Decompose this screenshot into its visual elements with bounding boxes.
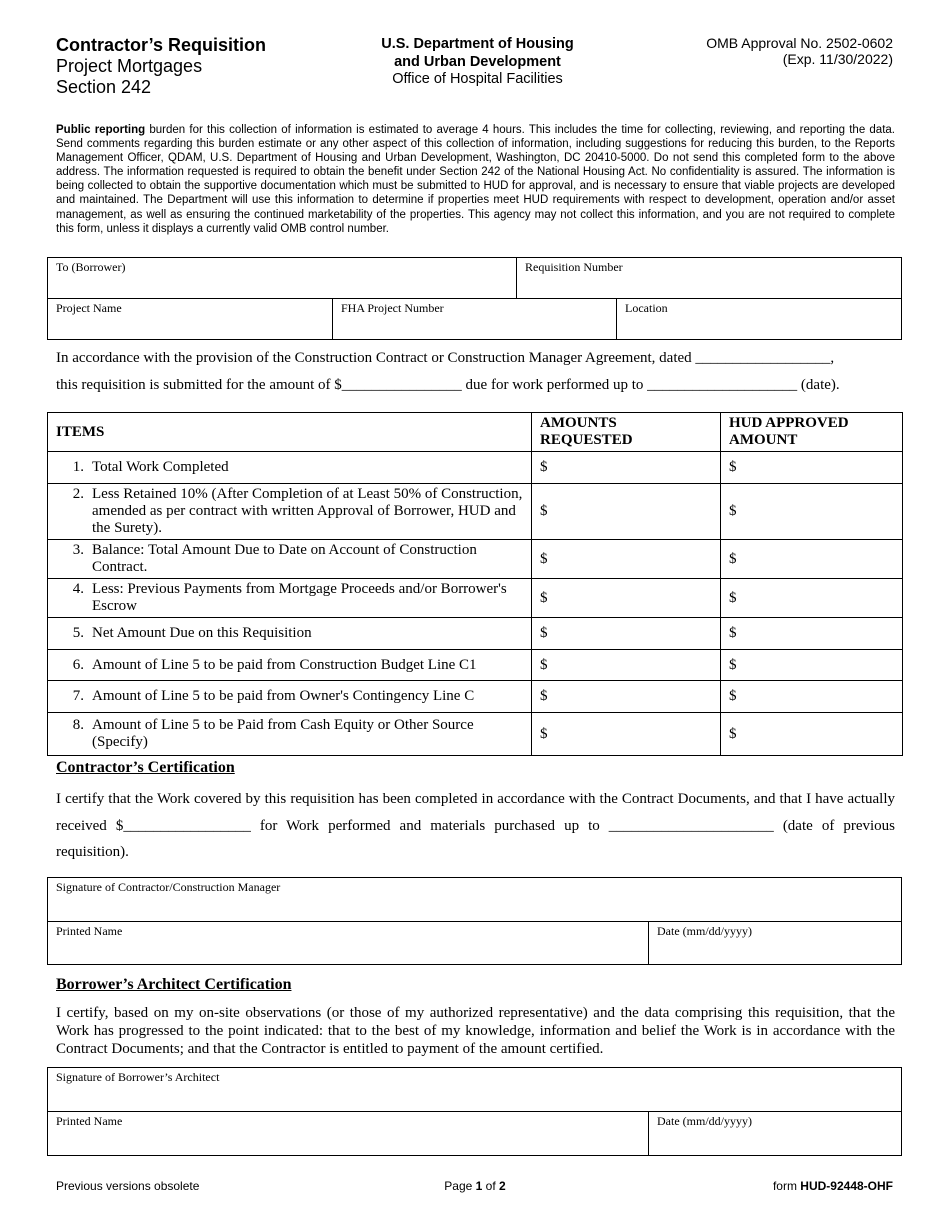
form-subtitle: Project Mortgages (56, 56, 203, 76)
item-text: Net Amount Due on this Requisition (92, 625, 312, 641)
currency-sign: $ (540, 503, 548, 519)
currency-sign: $ (540, 550, 548, 567)
item-cell (48, 713, 532, 756)
item-cell (48, 618, 532, 650)
form-section: Section 242 (56, 77, 152, 97)
item-number: 2. (72, 486, 84, 502)
item-cell (48, 579, 532, 618)
page-current: 1 (475, 1179, 483, 1193)
item-cell (48, 681, 532, 713)
architect-printed-name-field[interactable] (47, 1111, 649, 1156)
form-number: HUD-92448-OHF (800, 1179, 893, 1193)
footer-obsolete-note: Previous versions obsolete (56, 1179, 200, 1193)
location-field[interactable] (616, 298, 902, 340)
fha-project-number-field[interactable] (332, 298, 617, 340)
hud-approved-header: HUD APPROVED AMOUNT (721, 413, 903, 452)
hud-approved-cell[interactable] (721, 579, 903, 618)
omb-expiration: (Exp. 11/30/2022) (782, 51, 893, 67)
table-row (48, 713, 903, 756)
currency-sign: $ (540, 688, 548, 704)
amount-requested-cell[interactable] (532, 579, 721, 618)
currency-sign: $ (540, 589, 548, 606)
amount-requested-cell[interactable] (532, 713, 721, 756)
currency-sign: $ (729, 459, 737, 475)
architect-date-field[interactable] (648, 1111, 902, 1156)
table-row (48, 681, 903, 713)
page-total: 2 (499, 1179, 506, 1193)
intro-line-2: this requisition is submitted for the amount of $________________ due for work performed up to ____________________ (date). (56, 377, 840, 393)
omb-block (706, 35, 893, 67)
contractor-certification-heading: Contractor’s Certification (56, 759, 235, 776)
currency-sign: $ (540, 656, 548, 673)
to-borrower-label: To (Borrower) (56, 260, 126, 274)
item-number: 1. (72, 459, 84, 475)
hud-approved-cell[interactable] (721, 650, 903, 681)
currency-sign: $ (729, 550, 737, 567)
item-number: 5. (72, 625, 84, 641)
footer-form-id (773, 1179, 893, 1193)
amounts-requested-header: AMOUNTS REQUESTED (532, 413, 721, 452)
currency-sign: $ (729, 589, 737, 606)
items-header: ITEMS (48, 413, 532, 452)
table-header-row (48, 413, 903, 452)
item-cell (48, 650, 532, 681)
item-text: Balance: Total Amount Due to Date on Account of Construction Contract. (92, 542, 477, 575)
contractor-date-label: Date (mm/dd/yyyy) (657, 924, 752, 938)
currency-sign: $ (540, 459, 548, 475)
contractor-printed-name-field[interactable] (47, 921, 649, 965)
architect-certification-text: I certify, based on my on-site observations (or those of my authorized representative) and the data comprising this requisition, that the Work has progressed to the point indicated: that to the best of my knowledge, information and belief the Work is in accordance with the Contract Documents; and that the Contractor is entitled to payment of the amount certified. (56, 1005, 895, 1057)
hud-approved-cell[interactable] (721, 681, 903, 713)
currency-sign: $ (729, 725, 737, 742)
currency-sign: $ (729, 503, 737, 519)
amount-requested-cell[interactable] (532, 484, 721, 540)
form-title: Contractor’s Requisition (56, 35, 267, 55)
currency-sign: $ (540, 725, 548, 742)
item-text: Amount of Line 5 to be paid from Construction Budget Line C1 (92, 656, 477, 673)
architect-date-label: Date (mm/dd/yyyy) (657, 1114, 752, 1128)
department-name-line2: and Urban Development (394, 53, 561, 70)
architect-signature-label: Signature of Borrower’s Architect (56, 1070, 220, 1084)
intro-line-1: In accordance with the provision of the Construction Contract or Construction Manager Agreement, dated __________________, (56, 350, 835, 366)
amount-requested-cell[interactable] (532, 681, 721, 713)
table-row (48, 452, 903, 484)
item-text: Less Retained 10% (After Completion of at Least 50% of Construction, amended as per contract with written Approval of Borrower, HUD and the Surety). (92, 486, 523, 536)
currency-sign: $ (729, 625, 737, 641)
amount-requested-cell[interactable] (532, 540, 721, 579)
item-text: Amount of Line 5 to be Paid from Cash Equity or Other Source (Specify) (92, 717, 474, 750)
table-row (48, 540, 903, 579)
architect-certification-heading: Borrower’s Architect Certification (56, 976, 292, 993)
contractor-signature-label: Signature of Contractor/Construction Manager (56, 880, 281, 894)
currency-sign: $ (729, 688, 737, 704)
contractor-certification-text: I certify that the Work covered by this requisition has been completed in accordance with the Contract Documents, and that I have actually received $_________________ for Work performed and materials purchased up to ______________________ (date of previous requisition). (56, 791, 895, 860)
form-title-block (56, 35, 266, 98)
project-name-field[interactable] (47, 298, 333, 340)
item-number: 6. (72, 656, 84, 673)
hud-approved-cell[interactable] (721, 618, 903, 650)
project-name-label: Project Name (56, 301, 122, 315)
amount-requested-cell[interactable] (532, 650, 721, 681)
item-text: Amount of Line 5 to be paid from Owner's Contingency Line C (92, 688, 475, 704)
contractor-signature-field[interactable] (47, 877, 902, 922)
table-row (48, 484, 903, 540)
fha-project-number-label: FHA Project Number (341, 301, 444, 315)
table-row (48, 650, 903, 681)
amount-requested-cell[interactable] (532, 618, 721, 650)
office-name: Office of Hospital Facilities (392, 71, 563, 87)
item-cell (48, 540, 532, 579)
hud-approved-cell[interactable] (721, 452, 903, 484)
amount-requested-cell[interactable] (532, 452, 721, 484)
department-block (330, 36, 625, 89)
currency-sign: $ (540, 625, 548, 641)
item-number: 7. (72, 688, 84, 704)
department-name-line1: U.S. Department of Housing (381, 36, 574, 52)
hud-approved-cell[interactable] (721, 540, 903, 579)
items-table (47, 412, 903, 756)
omb-approval: OMB Approval No. 2502-0602 (706, 35, 893, 51)
burden-text: burden for this collection of information is estimated to average 4 hours. This includes the time for collecting, reviewing, and reporting the data. Send comments regarding this burden estimate or any other aspect of this collection of information, including suggestions for reducing this burden, to the Reports Management Officer, QDAM, U.S. Department of Housing and Urban Development, Washington, DC 20410-5000. Do not send this completed form to the above address. The information requested is required to obtain the benefit under Section 242 of the National Housing Act. No confidentiality is assured. The information is being collected to obtain the supportive documentation which must be submitted to HUD for approval, and is necessary to ensure that viable projects are developed and maintained. The Department will use this information to determine if properties meet HUD requirements with respect to development, operation and/or asset management, as well as ensuring the continued marketability of the properties. This agency may not collect this information, and you are not required to complete this form, unless it displays a currently valid OMB control number. (56, 124, 895, 235)
architect-signature-field[interactable] (47, 1067, 902, 1112)
form-prefix: form (772, 1179, 801, 1193)
burden-lead: Public reporting (56, 124, 146, 136)
item-text: Less: Previous Payments from Mortgage Proceeds and/or Borrower's Escrow (92, 581, 507, 614)
page-separator: of (482, 1179, 500, 1193)
item-cell (48, 452, 532, 484)
burden-statement (56, 123, 895, 236)
location-label: Location (625, 301, 668, 315)
to-borrower-field[interactable] (47, 257, 517, 299)
contractor-printed-name-label: Printed Name (56, 924, 123, 938)
item-number: 8. (72, 717, 84, 733)
page-prefix: Page (444, 1179, 476, 1193)
hud-approved-cell[interactable] (721, 713, 903, 756)
item-text: Total Work Completed (92, 459, 229, 475)
hud-approved-cell[interactable] (721, 484, 903, 540)
table-row (48, 579, 903, 618)
architect-printed-name-label: Printed Name (56, 1114, 123, 1128)
requisition-number-label: Requisition Number (525, 260, 623, 274)
requisition-number-field[interactable] (516, 257, 902, 299)
item-number: 3. (72, 542, 84, 558)
currency-sign: $ (729, 656, 737, 673)
contractor-date-field[interactable] (648, 921, 902, 965)
item-number: 4. (72, 581, 84, 597)
table-row (48, 618, 903, 650)
item-cell (48, 484, 532, 540)
